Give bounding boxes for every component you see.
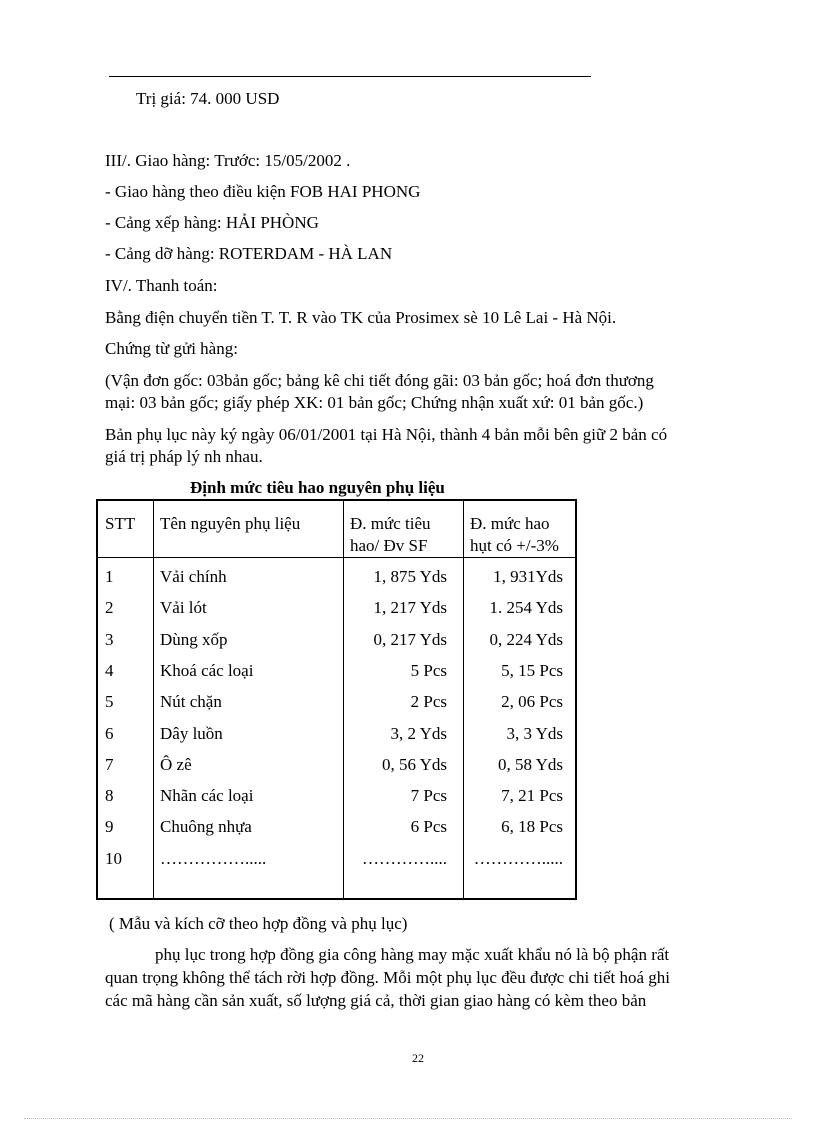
page-edge xyxy=(24,1118,792,1119)
header-loss-line-2: hụt có +/-3% xyxy=(470,536,559,555)
cell-norm: 0, 217 Yds xyxy=(373,630,447,649)
delivery-terms: - Giao hàng theo điều kiện FOB HAI PHONG xyxy=(105,182,421,201)
note: ( Mẫu và kích cỡ theo hợp đồng và phụ lục) xyxy=(109,914,408,933)
cell-norm: ………….... xyxy=(362,849,447,868)
header-stt: STT xyxy=(105,514,136,533)
cell-norm: 1, 217 Yds xyxy=(373,598,447,617)
cell-norm: 7 Pcs xyxy=(410,786,447,805)
paragraph-line-1: phụ lục trong hợp đồng gia công hàng may mặc xuất khẩu nó là bộ phận rất xyxy=(155,945,670,964)
payment-heading: IV/. Thanh toán: xyxy=(105,276,218,295)
paragraph-line-2: quan trọng không thể tách rời hợp đồng. Mỗi một phụ lục đều được chi tiết hoá ghi xyxy=(105,968,670,987)
appendix-line-2: giá trị pháp lý nh nhau. xyxy=(105,447,263,466)
loading-port: - Cảng xếp hàng: HẢI PHÒNG xyxy=(105,213,319,232)
column-divider xyxy=(153,501,154,898)
cell-norm: 0, 56 Yds xyxy=(381,755,447,774)
cell-norm: 5 Pcs xyxy=(410,661,447,680)
cell-material: Chuông nhựa xyxy=(160,817,252,836)
cell-loss: 0, 58 Yds xyxy=(497,755,563,774)
cell-loss: 1, 931Yds xyxy=(493,567,563,586)
cell-stt: 7 xyxy=(105,755,114,774)
cell-loss: 6, 18 Pcs xyxy=(501,817,563,836)
cell-material: Vải chính xyxy=(160,567,227,586)
appendix-line-1: Bản phụ lục này ký ngày 06/01/2001 tại Hà Nội, thành 4 bản mỗi bên giữ 2 bản có xyxy=(105,425,668,444)
cell-loss: 7, 21 Pcs xyxy=(501,786,563,805)
cell-material: Dây luồn xyxy=(160,724,223,743)
cell-norm: 2 Pcs xyxy=(410,692,447,711)
shipping-docs-label: Chứng từ gửi hàng: xyxy=(105,339,238,358)
value-line: Trị giá: 74. 000 USD xyxy=(136,89,280,108)
cell-material: Vải lót xyxy=(160,598,207,617)
table-title: Định mức tiêu hao nguyên phụ liệu xyxy=(190,478,445,497)
header-divider xyxy=(98,557,575,558)
cell-loss: 3, 3 Yds xyxy=(506,724,563,743)
header-norm-line-2: hao/ Đv SF xyxy=(350,536,428,555)
cell-stt: 1 xyxy=(105,567,114,586)
shipping-docs-line-2: mại: 03 bản gốc; giấy phép XK: 01 bản gốc; Chứng nhận xuất xứ: 01 bản gốc.) xyxy=(105,393,644,412)
payment-method: Bằng điện chuyển tiền T. T. R vào TK của Prosimex sè 10 Lê Lai - Hà Nội. xyxy=(105,308,617,327)
header-loss-line-1: Đ. mức hao xyxy=(470,514,550,533)
cell-material: Nhãn các loại xyxy=(160,786,254,805)
cell-norm: 3, 2 Yds xyxy=(390,724,447,743)
paragraph-line-3: các mã hàng cần sản xuất, số lượng giá cả, thời gian giao hàng có kèm theo bản xyxy=(105,991,647,1010)
shipping-docs-line-1: (Vận đơn gốc: 03bản gốc; bảng kê chi tiết đóng gãi: 03 bản gốc; hoá đơn thương xyxy=(105,371,654,390)
cell-stt: 5 xyxy=(105,692,114,711)
cell-material: Dùng xốp xyxy=(160,630,228,649)
cell-norm: 6 Pcs xyxy=(410,817,447,836)
header-norm-line-1: Đ. mức tiêu xyxy=(350,514,431,533)
cell-stt: 10 xyxy=(105,849,122,868)
cell-stt: 9 xyxy=(105,817,114,836)
cell-material: Nút chặn xyxy=(160,692,222,711)
cell-material: Khoá các loại xyxy=(160,661,254,680)
page-number: 22 xyxy=(412,1051,424,1065)
cell-stt: 6 xyxy=(105,724,114,743)
header-material-name: Tên nguyên phụ liệu xyxy=(160,514,301,533)
cell-stt: 4 xyxy=(105,661,114,680)
cell-material: Ô zê xyxy=(160,755,192,774)
cell-loss: 5, 15 Pcs xyxy=(501,661,563,680)
delivery-heading: III/. Giao hàng: Trước: 15/05/2002 . xyxy=(105,151,351,170)
cell-stt: 8 xyxy=(105,786,114,805)
column-divider xyxy=(343,501,344,898)
cell-loss: …………..... xyxy=(473,849,563,868)
cell-loss: 0, 224 Yds xyxy=(489,630,563,649)
cell-stt: 2 xyxy=(105,598,114,617)
column-divider xyxy=(463,501,464,898)
top-rule xyxy=(109,76,591,77)
materials-table xyxy=(96,499,577,900)
cell-loss: 2, 06 Pcs xyxy=(501,692,563,711)
cell-norm: 1, 875 Yds xyxy=(373,567,447,586)
cell-loss: 1. 254 Yds xyxy=(489,598,563,617)
discharge-port: - Cảng dỡ hàng: ROTERDAM - HÀ LAN xyxy=(105,244,393,263)
cell-stt: 3 xyxy=(105,630,114,649)
cell-material: ……………..... xyxy=(160,849,267,868)
